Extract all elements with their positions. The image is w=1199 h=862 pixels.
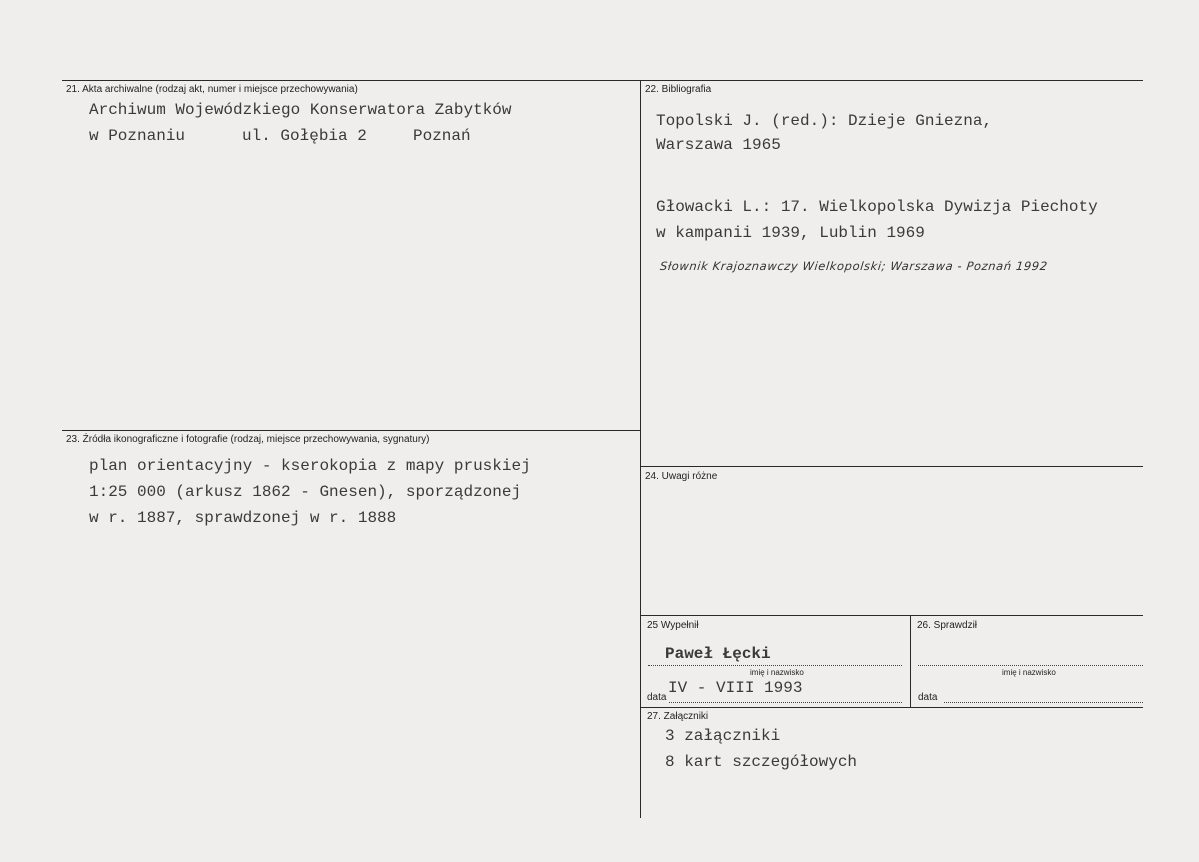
akta-line-1: Archiwum Wojewódzkiego Konserwatora Zabytków <box>89 101 512 119</box>
zrodla-line-1: plan orientacyjny - kserokopia z mapy pruskiej <box>89 457 531 475</box>
section-24-divider <box>640 466 1143 467</box>
akta-line-2b: ul. Gołębia 2 <box>242 127 367 145</box>
bibliografia-entry-1-line-1: Topolski J. (red.): Dzieje Gniezna, <box>656 112 993 130</box>
wypelnil-label: 25 Wypełnił <box>647 620 699 631</box>
zalaczniki-line-2: 8 kart szczegółowych <box>665 753 858 771</box>
wypelnil-name-caption: imię i nazwisko <box>750 668 804 677</box>
section-25-divider <box>640 615 1143 616</box>
bibliografia-entry-2-line-2: w kampanii 1939, Lublin 1969 <box>656 224 925 242</box>
zrodla-line-2: 1:25 000 (arkusz 1862 - Gnesen), sporządzonej <box>89 483 522 501</box>
wypelnil-date-label: data <box>647 692 667 703</box>
sprawdzil-name-caption: imię i nazwisko <box>1002 668 1056 677</box>
bibliografia-entry-3-handwritten: Słownik Krajoznawczy Wielkopolski; Warszawa - Poznań 1992 <box>659 259 1049 273</box>
sprawdzil-date-dotted-line <box>944 702 1143 703</box>
bibliografia-entry-2-line-1: Głowacki L.: 17. Wielkopolska Dywizja Piechoty <box>656 198 1098 216</box>
section-26-divider <box>910 615 911 707</box>
akta-line-2c: Poznań <box>413 127 471 145</box>
bibliografia-label: 22. Bibliografia <box>645 84 712 95</box>
uwagi-label: 24. Uwagi różne <box>645 471 718 482</box>
akta-label: 21. Akta archiwalne (rodzaj akt, numer i miejsce przechowywania) <box>66 84 358 95</box>
zrodla-line-3: w r. 1887, sprawdzonej w r. 1888 <box>89 509 397 527</box>
zalaczniki-label: 27. Załączniki <box>647 711 709 722</box>
section-27-divider <box>640 707 1143 708</box>
wypelnil-date-dotted-line <box>669 702 902 703</box>
top-border-left <box>62 80 640 81</box>
wypelnil-name-dotted-line <box>648 665 902 666</box>
sprawdzil-label: 26. Sprawdził <box>917 620 978 631</box>
wypelnil-name: Paweł Łęcki <box>665 645 771 663</box>
bibliografia-entry-1-line-2: Warszawa 1965 <box>656 136 781 154</box>
section-23-divider <box>62 430 640 431</box>
zalaczniki-line-1: 3 załączniki <box>665 727 781 745</box>
top-border-right <box>640 80 1143 81</box>
wypelnil-date-value: IV - VIII 1993 <box>668 679 803 697</box>
sprawdzil-date-label: data <box>918 692 938 703</box>
sprawdzil-name-dotted-line <box>918 665 1143 666</box>
akta-line-2a: w Poznaniu <box>89 127 186 145</box>
zrodla-label: 23. Źródła ikonograficzne i fotografie (rodzaj, miejsce przechowywania, sygnatury) <box>66 434 430 445</box>
